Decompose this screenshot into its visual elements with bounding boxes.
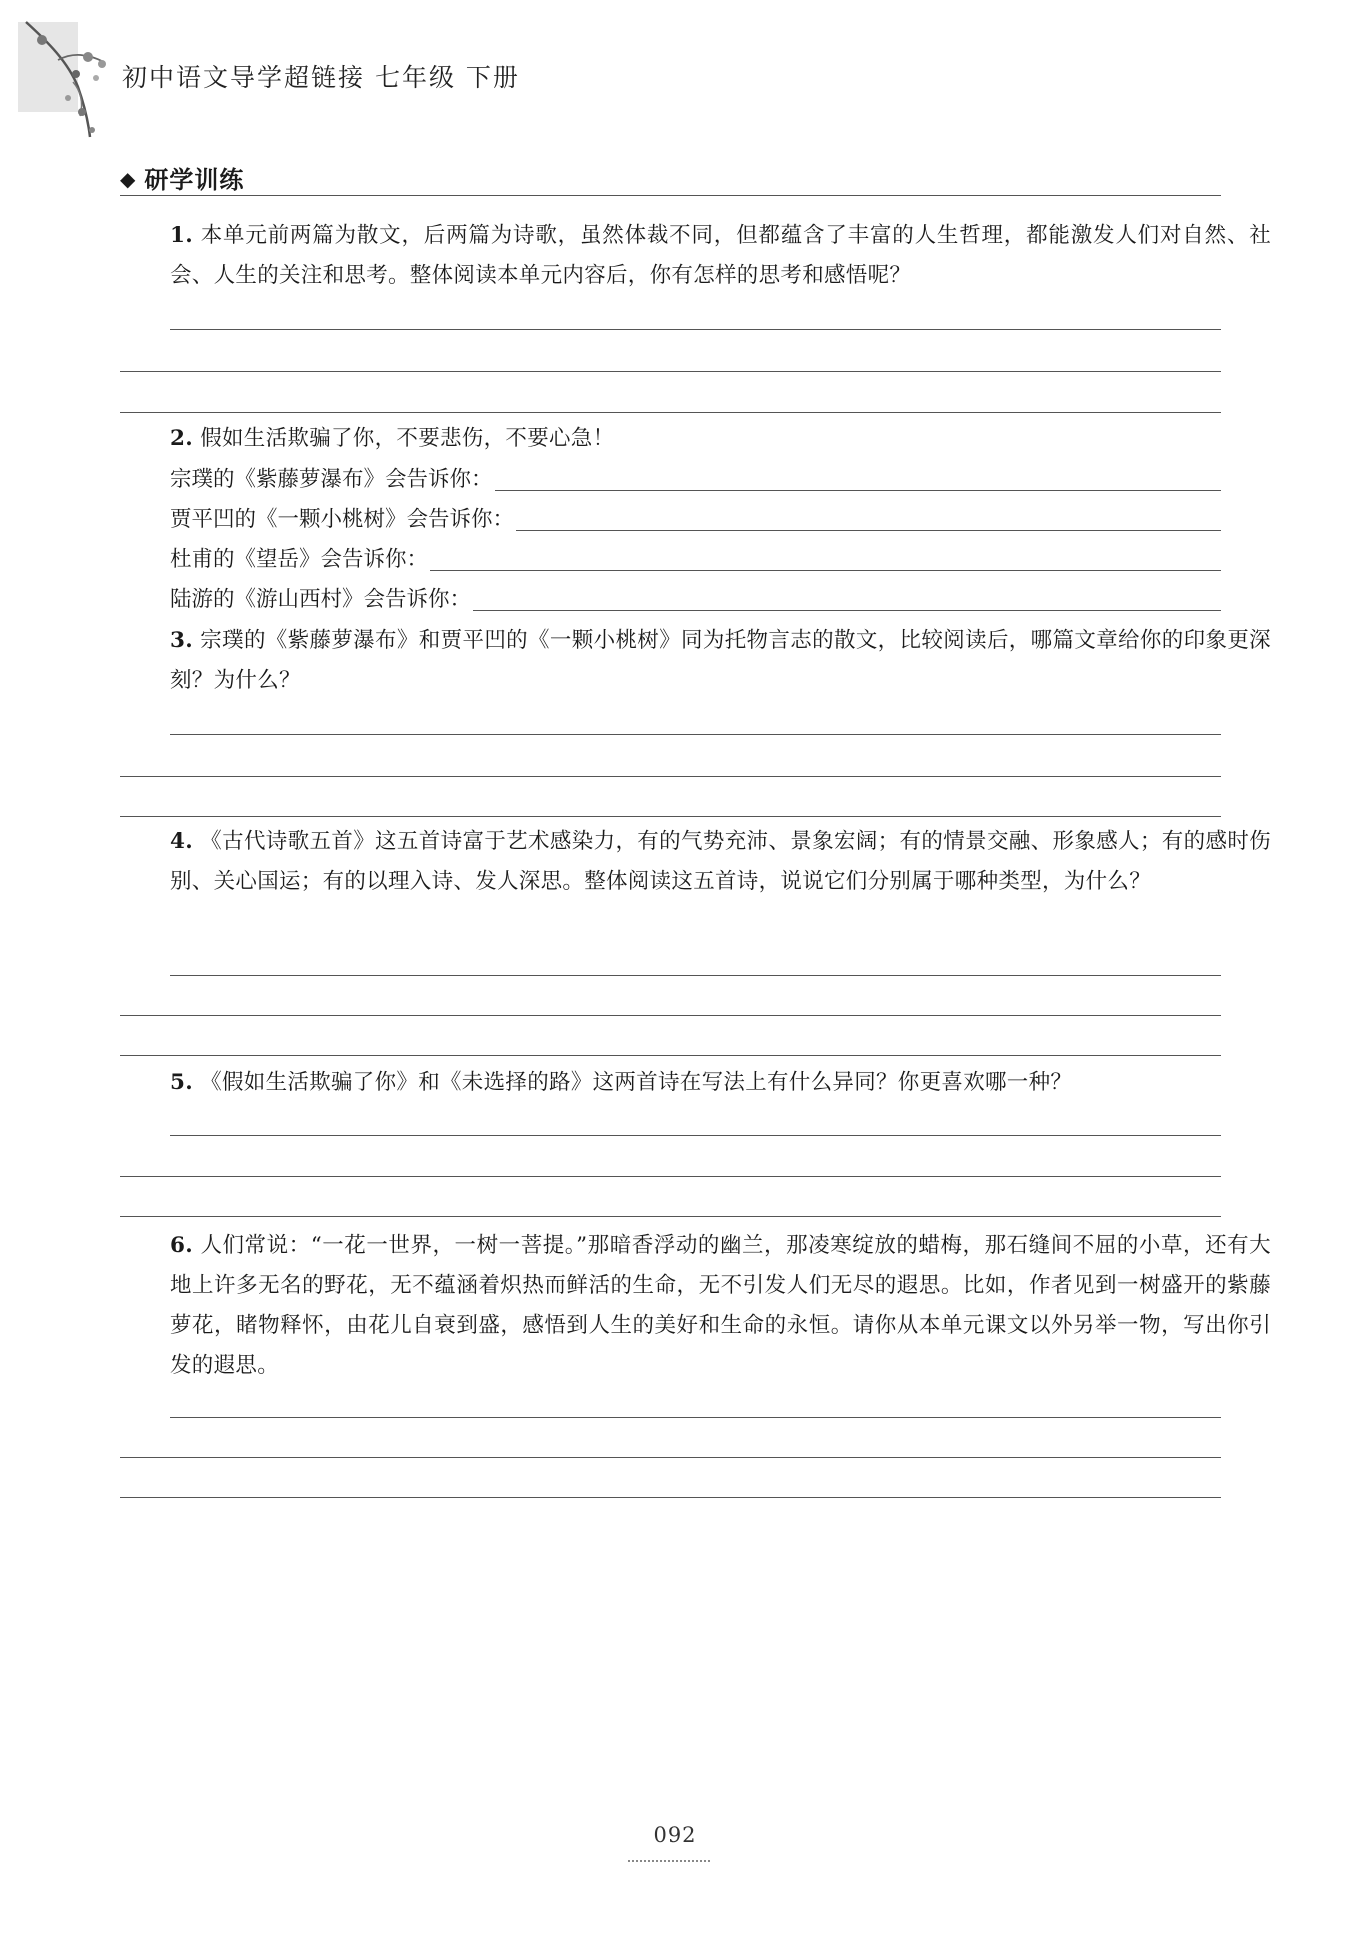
question-text: 假如生活欺骗了你，不要悲伤，不要心急！ [200,426,615,451]
question-2 [120,419,1271,459]
answer-line[interactable] [120,1457,1221,1458]
question-text: 宗璞的《紫藤萝瀑布》和贾平凹的《一颗小桃树》同为托物言志的散文，比较阅读后，哪篇文章给你的印象更深刻？为什么？ [170,628,1271,693]
question-number: 5. [170,1070,194,1095]
page-number-underline [628,1860,710,1862]
answer-line[interactable] [120,1216,1221,1217]
question-text: 本单元前两篇为散文，后两篇为诗歌，虽然体裁不同，但都蕴含了丰富的人生哲理，都能激发人们对自然、社会、人生的关注和思考。整体阅读本单元内容后，你有怎样的思考和感悟呢？ [170,223,1272,288]
question-text: 《古代诗歌五首》这五首诗富于艺术感染力，有的气势充沛、景象宏阔；有的情景交融、形象感人；有的感时伤别、关心国运；有的以理入诗、发人深思。整体阅读这五首诗，说说它们分别属于哪种类型，为什么？ [170,829,1271,894]
question-number: 3. [170,628,194,653]
fill-in-prompt: 杜甫的《望岳》会告诉你： [170,547,429,572]
answer-blank[interactable] [495,490,1221,491]
answer-line[interactable] [120,816,1221,817]
fill-in-prompt: 贾平凹的《一颗小桃树》会告诉你： [170,507,515,532]
answer-blank[interactable] [516,530,1221,531]
question-3 [120,621,1271,701]
fill-in-prompt: 陆游的《游山西村》会告诉你： [170,587,472,612]
question-6 [120,1226,1271,1386]
page-number: 092 [653,1823,697,1847]
question-number: 1. [170,223,194,248]
answer-line[interactable] [120,371,1221,372]
answer-line[interactable] [120,1176,1221,1177]
fill-in-prompt: 宗璞的《紫藤萝瀑布》会告诉你： [170,467,493,492]
answer-line[interactable] [120,1015,1221,1016]
diamond-icon: ◆ [120,167,137,191]
answer-line[interactable] [120,1497,1221,1498]
question-number: 4. [170,829,194,854]
section-divider [120,195,1221,196]
answer-line[interactable] [170,734,1221,735]
book-title: 初中语文导学超链接 七年级 下册 [122,63,520,92]
answer-line[interactable] [170,329,1221,330]
question-text: 人们常说：“一花一世界，一树一菩提。”那暗香浮动的幽兰，那凌寒绽放的蜡梅，那石缝间不屈的小草，还有大地上许多无名的野花，无不蕴涵着炽热而鲜活的生命，无不引发人们无尽的遐思。比如，作者见到一树盛开的紫藤萝花，睹物释怀，由花儿自衰到盛，感悟到人生的美好和生命的永恒。请你从本单元课文以外另举一物，写出你引发的遐思。 [170,1233,1271,1378]
answer-line[interactable] [120,776,1221,777]
answer-line[interactable] [170,1135,1221,1136]
answer-line[interactable] [170,1417,1221,1418]
fill-in-row [170,540,1221,580]
answer-blank[interactable] [430,570,1221,571]
answer-line[interactable] [120,1055,1221,1056]
answer-line[interactable] [170,975,1221,976]
answer-line[interactable] [120,412,1221,413]
question-text: 《假如生活欺骗了你》和《未选择的路》这两首诗在写法上有什么异同？你更喜欢哪一种？ [200,1070,1073,1095]
question-5 [120,1063,1271,1103]
section-heading [120,160,244,195]
question-number: 2. [170,426,194,451]
fill-in-row [170,580,1221,620]
fill-in-row [170,460,1221,500]
question-number: 6. [170,1233,194,1258]
question-4 [120,822,1271,902]
question-1 [120,216,1271,296]
answer-blank[interactable] [473,610,1221,611]
plum-blossom-illustration [18,12,110,142]
fill-in-row [170,500,1221,540]
section-title: 研学训练 [144,166,245,194]
